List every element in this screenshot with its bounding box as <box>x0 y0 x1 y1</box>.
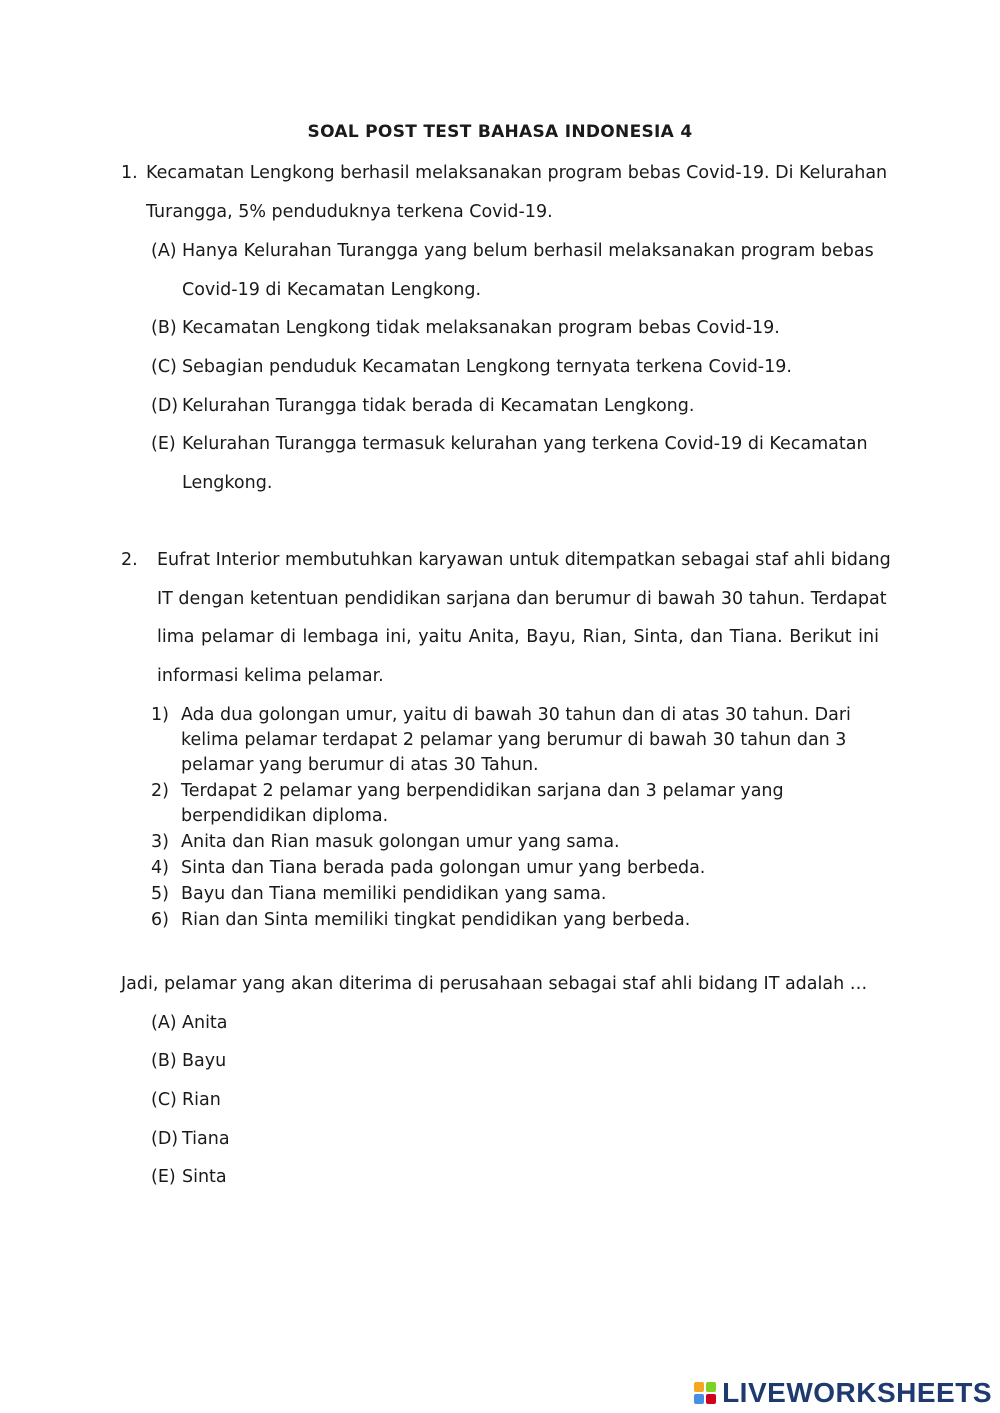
q2-option-d-text[interactable]: Tiana <box>182 1129 230 1149</box>
fact-2-line2: berpendidikan diploma. <box>181 806 389 826</box>
fact-1-line1: Ada dua golongan umur, yaitu di bawah 30 tahun dan di atas 30 tahun. Dari <box>181 705 851 725</box>
document-title: SOAL POST TEST BAHASA INDONESIA 4 <box>307 122 693 142</box>
q1-option-d-label[interactable]: (D) <box>151 396 179 416</box>
fact-2-number: 2) <box>151 781 169 801</box>
fact-4-line1: Sinta dan Tiana berada pada golongan umur yang berbeda. <box>181 858 706 878</box>
q2-option-a-text[interactable]: Anita <box>182 1013 228 1033</box>
q2-question: Jadi, pelamar yang akan diterima di perusahaan sebagai staf ahli bidang IT adalah … <box>121 974 868 994</box>
logo-square-4 <box>706 1394 716 1404</box>
fact-2-line1: Terdapat 2 pelamar yang berpendidikan sarjana dan 3 pelamar yang <box>181 781 784 801</box>
q2-option-a-label[interactable]: (A) <box>151 1013 177 1033</box>
liveworksheets-logo <box>694 1377 992 1409</box>
q1-stem-line1: Kecamatan Lengkong berhasil melaksanakan program bebas Covid-19. Di Kelurahan <box>146 163 888 183</box>
q2-option-b-label[interactable]: (B) <box>151 1051 177 1071</box>
q2-stem-line3: lima pelamar di lembaga ini, yaitu Anita, Bayu, Rian, Sinta, dan Tiana. Berikut ini <box>157 627 879 647</box>
q1-option-c-text[interactable]: Sebagian penduduk Kecamatan Lengkong ternyata terkena Covid-19. <box>182 357 792 377</box>
fact-5-line1: Bayu dan Tiana memiliki pendidikan yang sama. <box>181 884 607 904</box>
fact-6-line1: Rian dan Sinta memiliki tingkat pendidikan yang berbeda. <box>181 910 691 930</box>
q2-option-d-label[interactable]: (D) <box>151 1129 179 1149</box>
logo-square-1 <box>694 1382 704 1392</box>
q1-option-c-label[interactable]: (C) <box>151 357 177 377</box>
fact-4-number: 4) <box>151 858 169 878</box>
fact-3-line1: Anita dan Rian masuk golongan umur yang sama. <box>181 832 620 852</box>
q1-option-a-label[interactable]: (A) <box>151 241 177 261</box>
fact-5-number: 5) <box>151 884 169 904</box>
q2-option-e-label[interactable]: (E) <box>151 1167 176 1187</box>
q1-option-e-text-cont[interactable]: Lengkong. <box>182 473 273 493</box>
q2-stem-line2: IT dengan ketentuan pendidikan sarjana dan berumur di bawah 30 tahun. Terdapat <box>157 589 887 609</box>
logo-square-2 <box>706 1382 716 1392</box>
q1-option-b-text[interactable]: Kecamatan Lengkong tidak melaksanakan program bebas Covid-19. <box>182 318 780 338</box>
q2-option-c-text[interactable]: Rian <box>182 1090 221 1110</box>
q2-stem-line1: Eufrat Interior membutuhkan karyawan untuk ditempatkan sebagai staf ahli bidang <box>157 550 891 570</box>
q1-option-d-text[interactable]: Kelurahan Turangga tidak berada di Kecamatan Lengkong. <box>182 396 695 416</box>
q1-option-e-label[interactable]: (E) <box>151 434 176 454</box>
q1-number: 1. <box>121 163 138 183</box>
logo-square-3 <box>694 1394 704 1404</box>
q1-option-e-text[interactable]: Kelurahan Turangga termasuk kelurahan yang terkena Covid-19 di Kecamatan <box>182 434 868 454</box>
q1-stem-line2: Turangga, 5% penduduknya terkena Covid-19. <box>146 202 553 222</box>
fact-1-line2: kelima pelamar terdapat 2 pelamar yang berumur di bawah 30 tahun dan 3 <box>181 730 847 750</box>
q2-option-e-text[interactable]: Sinta <box>182 1167 227 1187</box>
fact-1-number: 1) <box>151 705 169 725</box>
fact-1-line3: pelamar yang berumur di atas 30 Tahun. <box>181 755 539 775</box>
q2-number: 2. <box>121 550 138 570</box>
q1-option-a-text[interactable]: Hanya Kelurahan Turangga yang belum berhasil melaksanakan program bebas <box>182 241 874 261</box>
q2-option-c-label[interactable]: (C) <box>151 1090 177 1110</box>
liveworksheets-logo-icon <box>694 1382 716 1404</box>
q1-option-a-text-cont[interactable]: Covid-19 di Kecamatan Lengkong. <box>182 280 482 300</box>
q2-option-b-text[interactable]: Bayu <box>182 1051 227 1071</box>
fact-3-number: 3) <box>151 832 169 852</box>
fact-6-number: 6) <box>151 910 169 930</box>
liveworksheets-logo-text: LIVEWORKSHEETS <box>722 1377 992 1408</box>
q2-stem-line4: informasi kelima pelamar. <box>157 666 384 686</box>
q1-option-b-label[interactable]: (B) <box>151 318 177 338</box>
